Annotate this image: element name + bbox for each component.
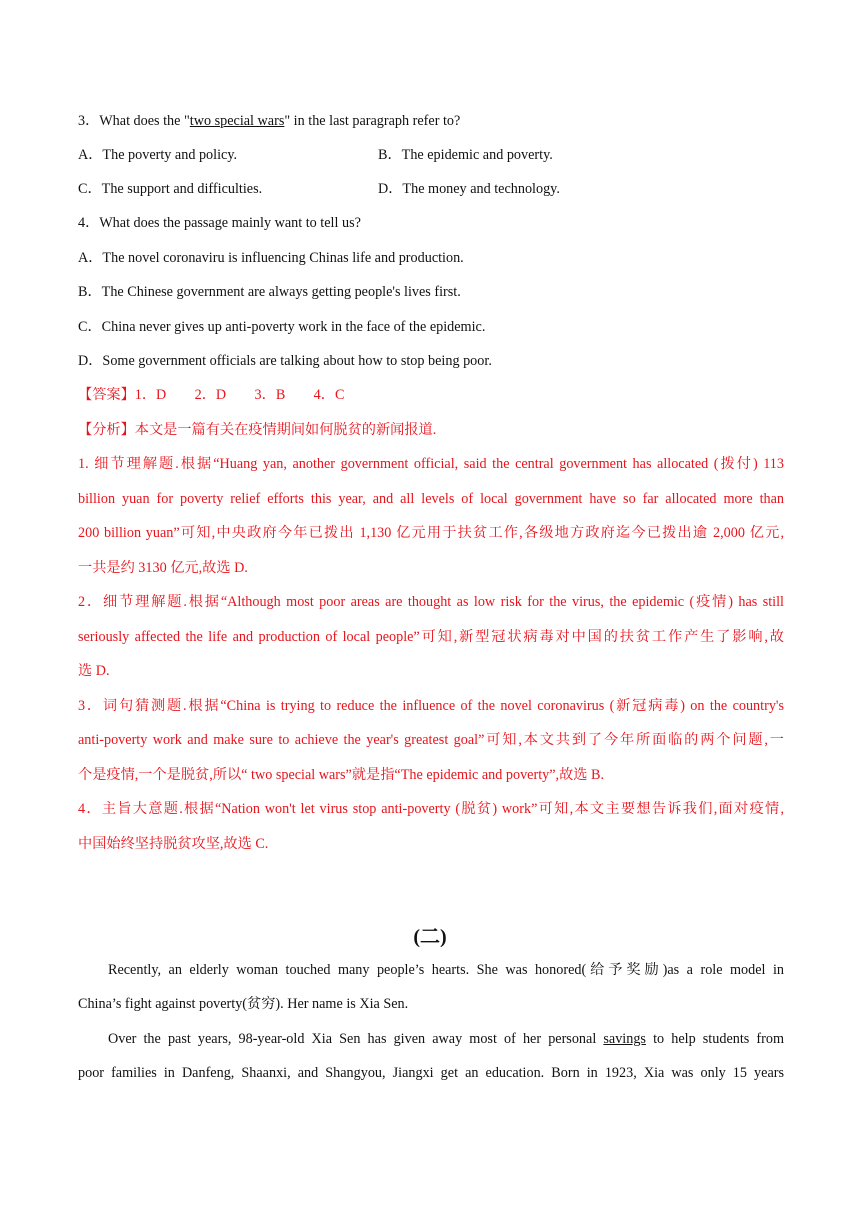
q4-option-b: B．The Chinese government are always getting people's lives first. (78, 284, 461, 300)
q3-option-d: D．The money and technology. (378, 181, 560, 197)
q3-underlined-phrase: two special wars (189, 113, 285, 129)
explanation-line: 1. 细节理解题.根据“Huang yan, another government official, said the central government has allocated (拨付) 113 (78, 456, 784, 472)
explanation-line: seriously affected the life and production of local people”可知,新型冠状病毒对中国的扶贫工作产生了影响,故 (78, 629, 784, 645)
passage-line: China’s fight against poverty(贫穷). Her name is Xia Sen. (78, 996, 409, 1012)
explanation-line: 中国始终坚持脱贫攻坚,故选 C. (78, 836, 269, 852)
passage-text: Over the past years, 98-year-old Xia Sen has given away most of her personal (108, 1031, 604, 1047)
q3-options-row-1 (78, 146, 784, 164)
explanation-line: 200 billion yuan”可知,中央政府今年已拨出 1,130 亿元用于扶贫工作,各级地方政府迄今已拨出逾 2,000 亿元, (78, 525, 784, 541)
explanation-line: 个是疫情,一个是脱贫,所以“ two special wars”就是指“The epidemic and poverty”,故选 B. (78, 767, 605, 783)
section-heading: (二) (413, 926, 447, 948)
question-4-stem: 4．What does the passage mainly want to tell us? (78, 215, 361, 231)
passage-line (108, 1030, 784, 1048)
answer-key: 【答案】1．D 2．D 3．B 4．C (78, 387, 345, 403)
q3-stem-suffix: " in the last paragraph refer to? (284, 113, 461, 129)
explanation-line: 选 D. (78, 663, 110, 679)
passage-line: Recently, an elderly woman touched many people’s hearts. She was honored(给予奖励)as a role model in (108, 962, 784, 978)
question-3-stem (78, 112, 784, 130)
passage-line: poor families in Danfeng, Shaanxi, and Shangyou, Jiangxi get an education. Born in 1923, Xia was only 15 years (78, 1065, 784, 1081)
q4-option-a: A．The novel coronaviru is influencing Chinas life and production. (78, 250, 464, 266)
explanation-line: 2．细节理解题.根据“Although most poor areas are thought as low risk for the virus, the epidemic (疫情) has still (78, 594, 784, 610)
q3-option-a: A．The poverty and policy. (78, 147, 238, 163)
underlined-word: savings (603, 1031, 646, 1047)
explanation-line: 3．词句猜测题.根据“China is trying to reduce the influence of the novel coronavirus (新冠病毒) on the country's (78, 698, 784, 714)
analysis-summary: 【分析】本文是一篇有关在疫情期间如何脱贫的新闻报道. (78, 422, 437, 438)
q3-stem-prefix: 3．What does the " (78, 113, 190, 129)
q3-option-b: B．The epidemic and poverty. (378, 147, 553, 163)
explanation-line: 4．主旨大意题.根据“Nation won't let virus stop anti-poverty (脱贫) work”可知,本文主要想告诉我们,面对疫情, (78, 801, 784, 817)
explanation-line: 一共是约 3130 亿元,故选 D. (78, 560, 248, 576)
q4-option-c: C．China never gives up anti-poverty work in the face of the epidemic. (78, 319, 486, 335)
explanation-line: billion yuan for poverty relief efforts this year, and all levels of local government have so far allocated more than (78, 491, 784, 507)
q4-option-d: D．Some government officials are talking about how to stop being poor. (78, 353, 492, 369)
passage-text: to help students from (645, 1031, 784, 1047)
q3-options-row-2 (78, 180, 784, 198)
explanation-line: anti-poverty work and make sure to achieve the year's greatest goal”可知,本文共到了今年所面临的两个问题,一 (78, 732, 784, 748)
q3-option-c: C．The support and difficulties. (78, 181, 263, 197)
